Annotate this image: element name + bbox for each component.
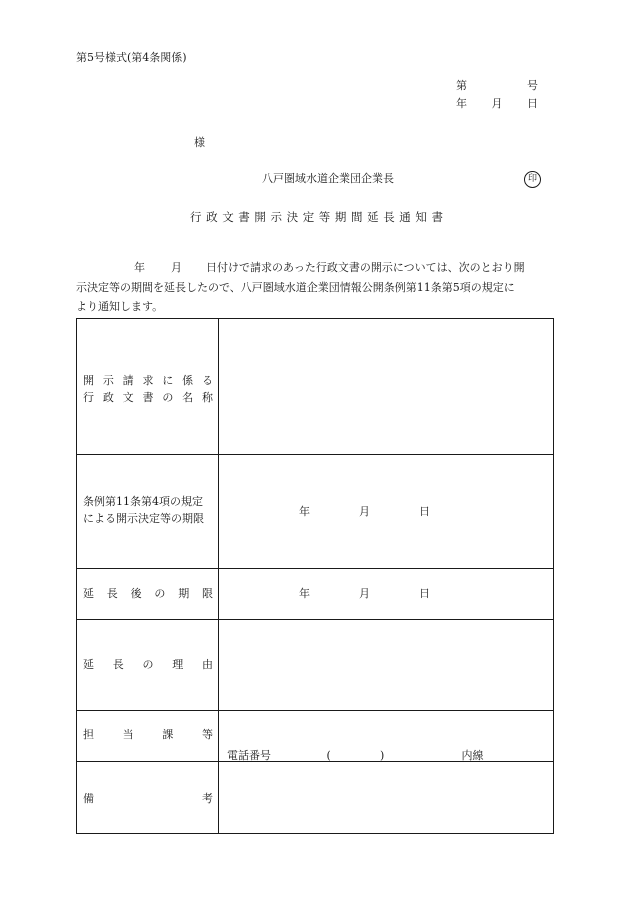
extension-reason-label-char: 由 [202,658,213,671]
contact-label-char: 等 [201,728,213,741]
phone-label: 電話番号 [227,749,271,762]
row-contact [77,710,553,762]
number-prefix: 第 [456,79,467,92]
extended-deadline-label-char: 後 [130,587,142,600]
original-deadline-day: 日 [419,505,430,518]
remarks-label-char: 備 [83,792,94,805]
extension-reason-label-char: 理 [172,658,184,671]
document-name-label-1-char: 求 [142,374,154,387]
original-deadline-month: 月 [359,505,370,518]
original-deadline-date [299,506,430,517]
extension-reason-label-char: 長 [112,658,124,671]
document-name-label-2-char: 行 [83,391,94,404]
notice-form-table [76,318,554,834]
document-name-label-1-char: 開 [83,374,94,387]
addressee-suffix: 様 [194,136,205,149]
contact-label-char: 当 [122,728,134,741]
issuer-name: 八戸圏域水道企業団企業長 [262,172,394,185]
form-label: 第5号様式(第4条関係) [76,51,187,64]
contact-label-char: 担 [83,728,94,741]
document-name-label-1-char: 請 [122,374,134,387]
seal-text: 印 [527,174,537,184]
row-remarks [77,761,553,833]
notice-body [76,258,556,317]
body-line1: 日付けで請求のあった行政文書の開示については、次のとおり開 [206,261,525,274]
issue-month: 月 [491,97,503,110]
document-name-label-2-char: 称 [201,391,213,404]
document-title: 行政文書開示決定等期間延長通知書 [190,210,448,224]
extension-reason-label-char: 延 [83,658,94,671]
extended-deadline-day: 日 [419,587,430,600]
document-name-label-2-char: 名 [182,391,194,404]
row-document-name [77,319,553,455]
extension-reason-label [83,659,213,670]
document-name-label-2 [83,392,213,403]
seal-mark [524,171,541,188]
document-name-label-2-char: 政 [102,391,114,404]
row-extension-reason [77,619,553,711]
issue-year: 年 [456,97,467,110]
document-name-label-1-char: 示 [102,374,114,387]
original-deadline-year: 年 [299,505,310,518]
issue-day: 日 [527,97,538,110]
document-name-label-1-char: に [162,374,174,387]
extended-deadline-label-char: の [154,587,166,600]
extended-deadline-label [83,588,213,599]
number-suffix: 号 [527,79,538,92]
extended-deadline-label-char: 限 [201,587,213,600]
remarks-label [83,793,213,804]
document-name-label-2-char: 文 [122,391,134,404]
contact-label [83,729,213,740]
extended-deadline-year: 年 [299,587,310,600]
extended-deadline-label-char: 延 [83,587,94,600]
phone-paren-open: ( [326,749,331,762]
original-deadline-label-2: による開示決定等の期限 [83,512,204,525]
document-name-label-1-char: 係 [182,374,194,387]
row-extended-deadline [77,568,553,620]
extension-label: 内線 [461,749,484,762]
body-line3: より通知します。 [76,300,164,313]
extended-deadline-label-char: 期 [178,587,190,600]
phone-paren-close: ) [380,749,385,762]
document-name-label-1-char: る [201,374,213,387]
extended-deadline-label-char: 長 [106,587,118,600]
remarks-label-char: 考 [202,792,213,805]
original-deadline-label-1: 条例第11条第4項の規定 [83,495,203,508]
document-number-line [456,80,538,91]
extension-reason-label-char: の [142,658,154,671]
contact-label-char: 課 [162,728,174,741]
extended-deadline-date [299,588,430,599]
issue-date-line [456,98,538,109]
extended-deadline-month: 月 [359,587,370,600]
body-line2: 示決定等の期間を延長したので、八戸圏域水道企業団情報公開条例第11条第5項の規定に [76,280,515,294]
body-year: 年 [134,261,145,274]
document-name-label-2-char: の [162,391,174,404]
contact-phone-line [227,750,484,761]
document-name-label-2-char: 書 [142,391,154,404]
row-original-deadline [77,454,553,569]
document-name-label-1 [83,375,213,386]
body-month: 月 [171,261,182,274]
